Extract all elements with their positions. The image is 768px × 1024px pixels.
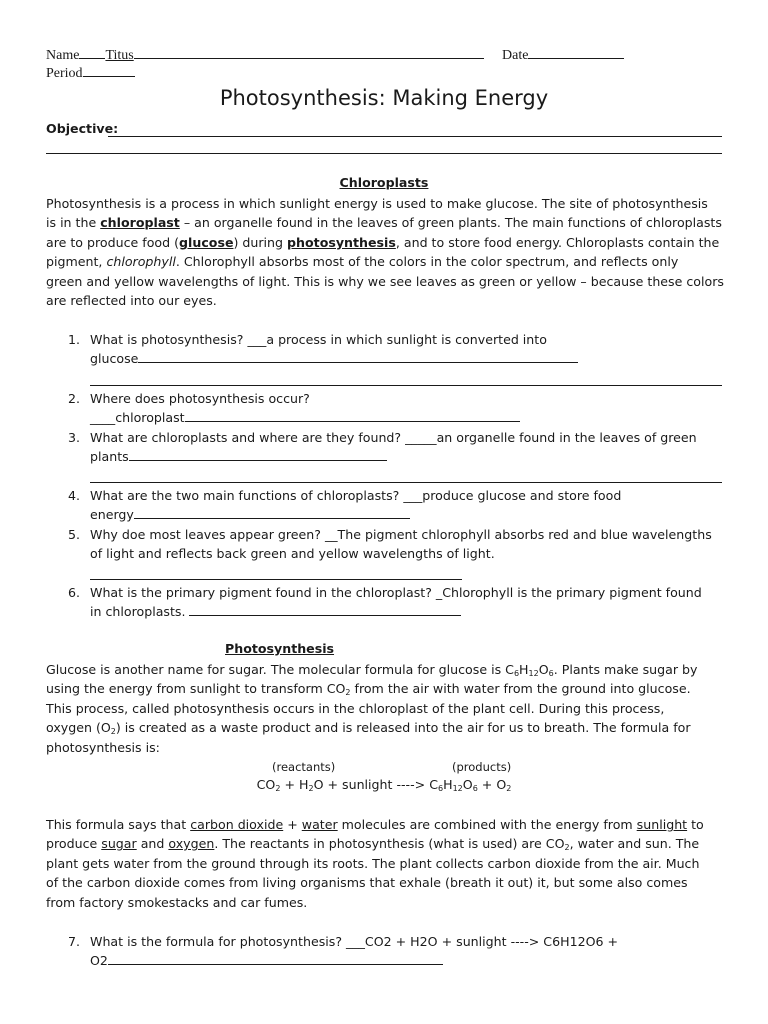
date-row [502,48,624,64]
page-title: Photosynthesis: Making Energy [219,86,549,110]
question-6: 6. What is the primary pigment found in the chloroplast? _Chlorophyll is the primary pigment found in chloroplasts. [68,585,702,620]
objective-line-2 [46,153,722,154]
name-label: Name [46,48,80,63]
name-value: Titus [105,48,134,63]
question-3: 3. What are chloroplasts and where are they found? _____an organelle found in the leaves of green plants [68,430,697,465]
term-chlorophyll: chlorophyll [106,254,176,270]
term-photosynthesis: photosynthesis [287,234,396,250]
question-4: 4. What are the two main functions of chloroplasts? ___produce glucose and store food energy [68,488,622,523]
period-label: Period [46,66,83,81]
chloroplasts-paragraph: Photosynthesis is a process in which sunlight energy is used to make glucose. The site of photosynthesis is in the chloroplast – an organelle found in the leaves of green plants. The main functions of chloroplasts are to produce food (glucose) during photosynthesis, and to store food energy. Chloroplasts contain the pigment, chlorophyll. Chlorophyll absorbs most of the colors in the color spectrum, and reflects only green and yellow wavelengths of light. This is why we see leaves as green or yellow – because these colors are reflected into our eyes. [46,196,724,309]
answer-line-3[interactable] [90,482,722,483]
term-glucose: glucose [179,234,234,250]
formula-explanation-paragraph: This formula says that carbon dioxide + water molecules are combined with the energy from sunlight to produce sugar and oxygen. The reactants in photosynthesis (what is used) are $CO_2$, water and sun. The plant gets water from the ground through its roots. The plant collects carbon dioxide from the air. Much of the carbon dioxide comes from living organisms that exhale (breath it out) it, but some also comes from factory smokestacks and car fumes. [46,817,704,910]
name-row [46,48,484,64]
period-row [46,66,135,82]
question-7: 7. What is the formula for photosynthesis? ___CO2 + H2O + sunlight ----> C6H12O6 + O2 [68,934,619,969]
reactants-label: (reactants) [272,760,336,774]
objective-line-1 [108,136,722,137]
objective-label: Objective: [46,121,119,136]
photosynthesis-paragraph: Glucose is another name for sugar. The molecular formula for glucose is $C_6H_{12}O_6$. Plants make sugar by using the energy from sunlight to transform $CO_2$ from the air with water from the ground into glucose. This process, called photosynthesis occurs in the chloroplast of the plant cell. During this process, oxygen $(O_2)$ is created as a waste product and is released into the air for us to breath. The formula for photosynthesis is: [46,662,698,755]
chloroplasts-heading: Chloroplasts [339,175,429,190]
answer-line-5[interactable] [90,579,462,580]
photosynthesis-equation: $CO_2 + H_2O$ + sunlight ----> $C_6H_{12}O_6 + O_2$ [256,777,512,793]
date-label: Date [502,48,529,63]
question-2: 2. Where does photosynthesis occur? ____chloroplast [46,389,726,428]
products-label: (products) [452,760,512,774]
term-chloroplast: chloroplast [100,215,180,231]
answer-line-1[interactable] [90,385,722,386]
photosynthesis-heading: Photosynthesis [225,641,335,656]
question-1: 1. What is photosynthesis? ___a process in which sunlight is converted into glucose [46,330,726,369]
question-5: 5. Why doe most leaves appear green? __The pigment chlorophyll absorbs red and blue wavelengths of light and reflects back green and yellow wavelengths of light. [68,527,712,562]
